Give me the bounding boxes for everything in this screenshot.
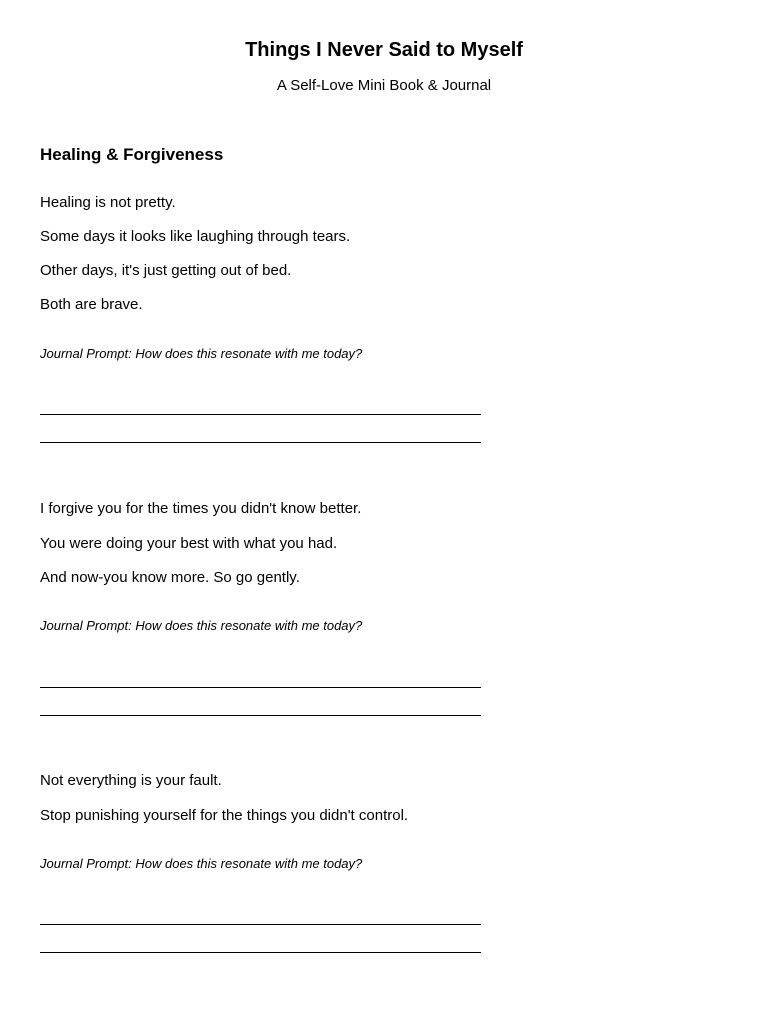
writing-line[interactable] <box>40 924 481 925</box>
writing-line[interactable] <box>40 687 481 688</box>
writing-line[interactable] <box>40 414 481 415</box>
writing-line[interactable] <box>40 952 481 953</box>
entry-text-line: Healing is not pretty. <box>40 194 176 211</box>
journal-prompt: Journal Prompt: How does this resonate with me today? <box>40 618 363 633</box>
entry-text-line: You were doing your best with what you had. <box>40 535 338 552</box>
entry-text-line: Some days it looks like laughing through tears. <box>40 228 351 245</box>
entry-text-line: Other days, it's just getting out of bed. <box>40 262 292 279</box>
journal-prompt: Journal Prompt: How does this resonate with me today? <box>40 856 363 871</box>
page-title: Things I Never Said to Myself <box>245 39 523 61</box>
entry-text-line: And now-you know more. So go gently. <box>40 569 300 586</box>
entry-text-line: Not everything is your fault. <box>40 772 222 789</box>
writing-line[interactable] <box>40 715 481 716</box>
entry-text-line: Stop punishing yourself for the things you didn't control. <box>40 807 409 824</box>
page-subtitle: A Self-Love Mini Book & Journal <box>276 77 492 94</box>
journal-prompt: Journal Prompt: How does this resonate with me today? <box>40 346 363 361</box>
writing-line[interactable] <box>40 442 481 443</box>
section-heading: Healing & Forgiveness <box>40 145 224 164</box>
entry-text-line: I forgive you for the times you didn't know better. <box>40 500 362 517</box>
entry-text-line: Both are brave. <box>40 296 143 313</box>
